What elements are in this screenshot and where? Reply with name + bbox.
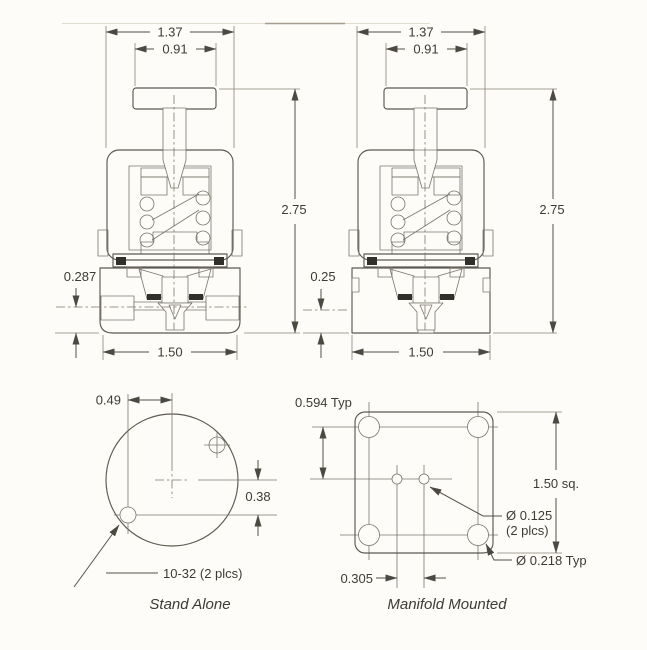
manifold-caption: Manifold Mounted: [387, 596, 507, 613]
left-dim-base-width: [103, 335, 237, 360]
stand-alone-thread-label: 10-32 (2 plcs): [163, 566, 243, 581]
right-dim-width-outer-label: 1.37: [408, 24, 434, 40]
right-dim-port-offset: [303, 269, 350, 358]
manifold-center-hole-dia-label: Ø 0.125: [506, 508, 553, 523]
manifold-corner-hole-callout: [486, 544, 587, 568]
right-valve-section: [303, 25, 565, 361]
left-port-left: [101, 296, 134, 320]
manifold-view: [295, 395, 587, 613]
manifold-corner-hole-tl: [359, 417, 380, 438]
right-dim-port-offset-label: 0.25: [310, 269, 336, 284]
left-dim-port-offset-label: 0.287: [63, 269, 97, 284]
left-dim-base-width-label: 1.50: [157, 344, 183, 360]
stand-alone-hole-lower: [120, 507, 136, 523]
left-dim-width-knob: [135, 42, 216, 87]
stand-alone-dim-y-label: 0.38: [245, 489, 271, 504]
manifold-port-hole-right: [419, 474, 429, 484]
right-dim-base-width: [352, 335, 490, 360]
stand-alone-dim-y: [245, 460, 270, 536]
right-dim-width-knob-label: 0.91: [413, 41, 439, 57]
manifold-dim-corner-offset-label: 0.594 Typ: [295, 395, 352, 410]
manifold-center-hole-qty-label: (2 plcs): [506, 523, 549, 538]
manifold-corner-hole-dia-label: Ø 0.218 Typ: [516, 553, 587, 568]
stand-alone-caption: Stand Alone: [149, 596, 231, 613]
left-dim-width-knob-label: 0.91: [162, 41, 188, 57]
manifold-corner-hole-tr: [468, 417, 489, 438]
left-valve-section: [55, 25, 307, 361]
left-dim-height-label: 2.75: [281, 202, 307, 217]
manifold-dim-corner-offset: [295, 395, 352, 479]
stand-alone-dim-x-label: 0.49: [95, 392, 121, 408]
left-port-right: [206, 296, 239, 320]
manifold-corner-hole-bl: [359, 525, 380, 546]
left-dim-port-offset: [55, 269, 99, 358]
left-valve-body: [98, 88, 242, 330]
manifold-dim-port-spacing: [340, 571, 446, 586]
manifold-dim-port-spacing-label: 0.305: [340, 571, 373, 586]
left-dim-width-outer-label: 1.37: [157, 24, 183, 40]
manifold-dim-plate-size-label: 1.50 sq.: [532, 476, 580, 491]
right-dim-base-width-label: 1.50: [408, 344, 434, 360]
manifold-corner-hole-br: [468, 525, 489, 546]
right-valve-body: [349, 88, 493, 330]
stand-alone-view: [74, 393, 277, 614]
right-dim-width-knob: [386, 42, 467, 87]
right-dim-height-label: 2.75: [539, 202, 565, 217]
manifold-center-hole-callout: [430, 487, 552, 538]
stand-alone-dim-x: [96, 393, 172, 408]
manifold-port-hole-left: [392, 474, 402, 484]
